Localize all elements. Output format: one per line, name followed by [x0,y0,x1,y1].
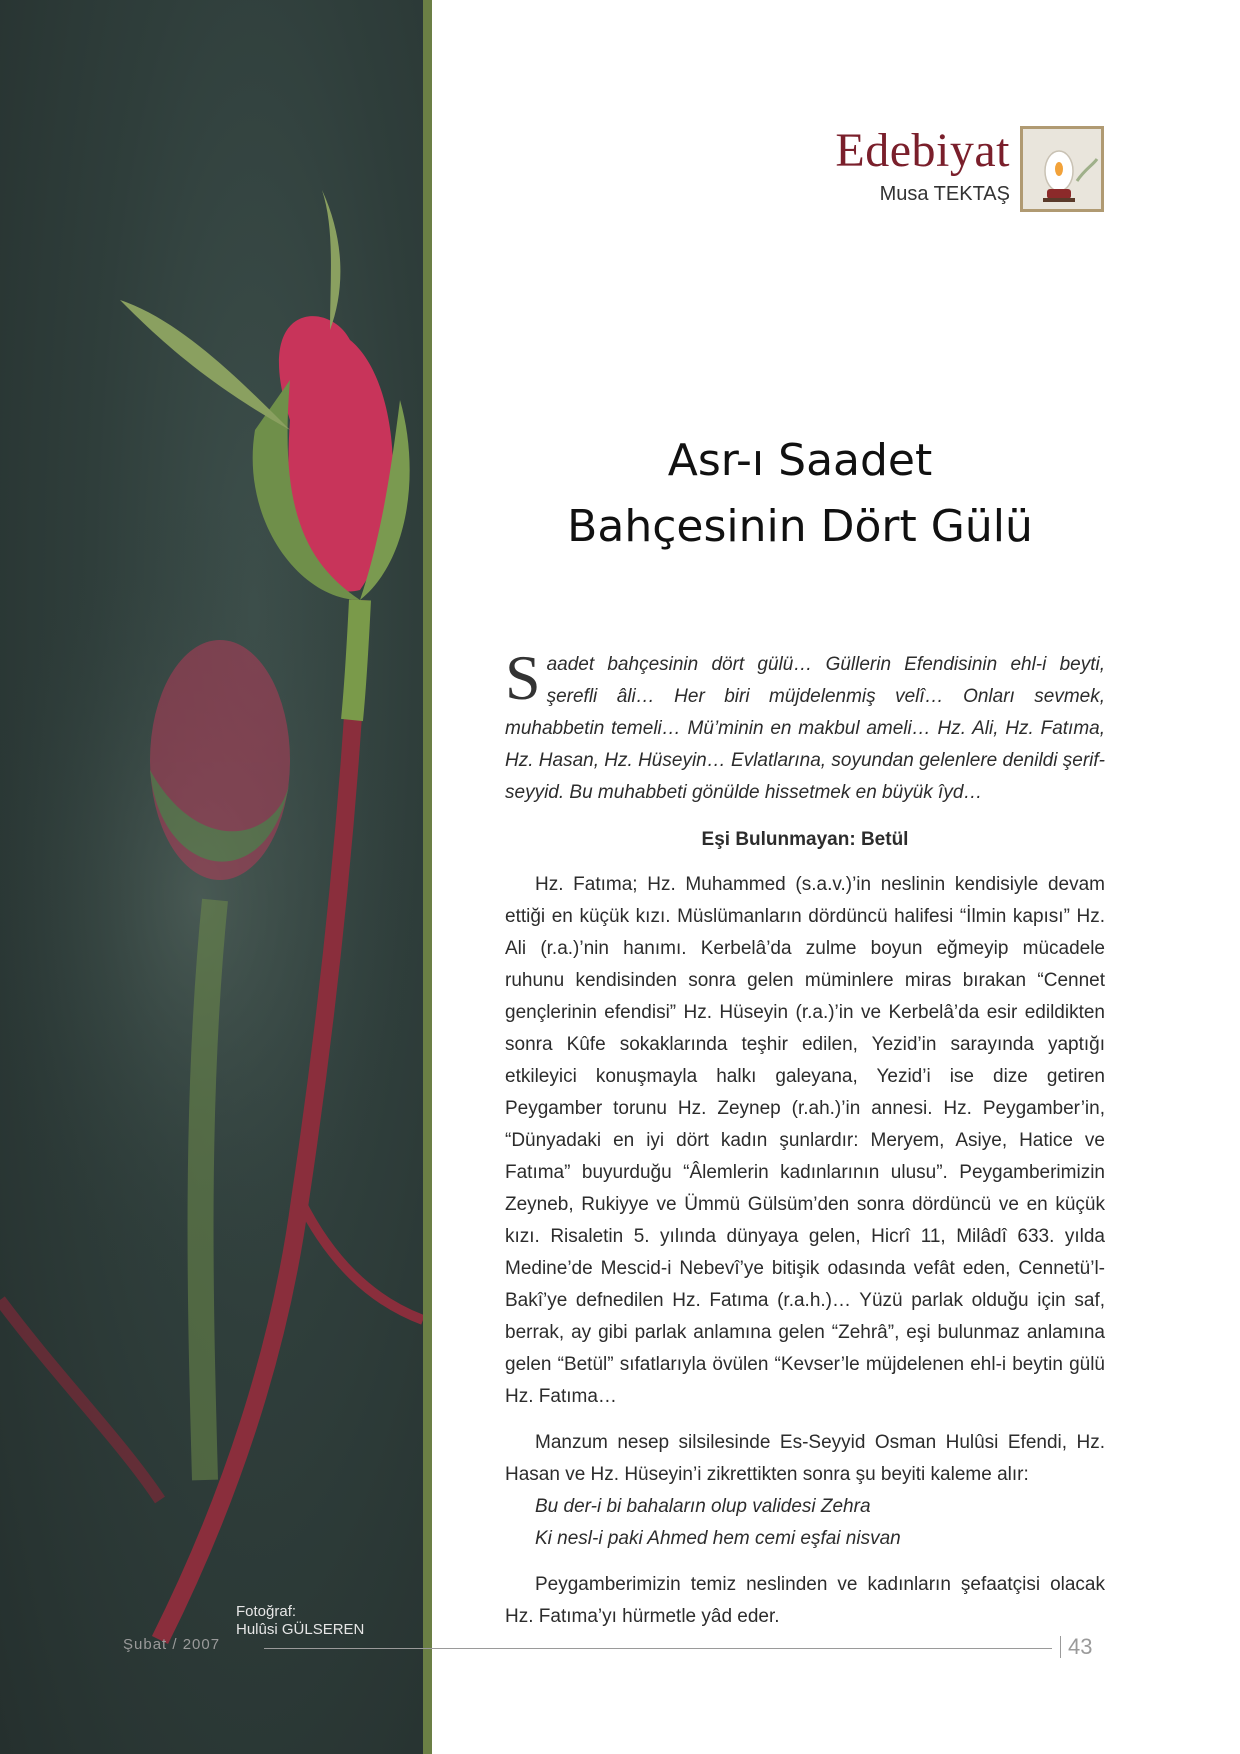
issue-date: Şubat / 2007 [123,1636,221,1653]
paragraph-2: Manzum nesep silsilesinde Es-Seyyid Osman Hulûsi Efendi, Hz. Hasan ve Hz. Hüseyin’i zikrettikten sonra şu beyiti kaleme alır: [505,1432,1105,1485]
oil-lamp-icon [1020,126,1104,212]
vertical-green-rule [423,0,432,1754]
drop-cap: S [505,642,541,713]
footer-tick [1060,1636,1061,1658]
lead-paragraph [505,642,1105,809]
photo-credit-name: Hulûsi GÜLSEREN [236,1621,365,1638]
paragraph-3: Peygamberimizin temiz neslinden ve kadınların şefaatçisi olacak Hz. Fatıma’yı hürmetle yâd eder. [505,1574,1105,1627]
rose-illustration [0,0,423,1754]
lead-text: aadet bahçesinin dört gülü… Güllerin Efendisinin ehl-i beyti, şerefli âli… Her biri müjdelenmiş velî… Onları sevmek, muhabbetin temeli… Mü’minin en makbul ameli… Hz. Ali, Hz. Fatıma, Hz. Hasan, Hz. Hüseyin… Evlatlarına, soyundan gelenlere denildi şerif-seyyid. Bu muhabbeti gönülde hissetmek en büyük îyd… [505,654,1105,803]
photo-credit [236,1603,364,1639]
rose-photo [0,0,423,1754]
page-number: 43 [1068,1634,1093,1659]
article-title [470,428,1130,560]
article-body [505,642,1105,1633]
article-title-line-2: Bahçesinin Dört Gülü [567,501,1033,552]
photo-credit-label: Fotoğraf: [236,1603,297,1620]
author-name: Musa TEKTAŞ [879,183,1010,205]
verse-line-1: Bu der-i bi bahaların olup validesi Zehra [535,1496,871,1517]
paragraph-1: Hz. Fatıma; Hz. Muhammed (s.a.v.)’in neslinin kendisiyle devam ettiği en küçük kızı. Müslümanların dördüncü halifesi “İlmin kapısı” Hz. Ali (r.a.)’nin hanımı. Kerbelâ’da zulme boyun eğmeyip mücadele ruhunu kendisinden sonra gelen müminlere miras bırakan “Cennet gençlerinin efendisi” Hz. Hüseyin (r.a.)’in ve Kerbelâ’da esir edildikten sonra Kûfe sokaklarında teşhir edilen, Yezid’in sarayında yaptığı etkileyici konuşmayla halkı galeyana, Yezid’i ise dize getiren Peygamber torunu Hz. Zeynep (r.ah.)’in annesi. Hz. Peygamber’in, “Dünyadaki en iyi dört kadın şunlardır: Meryem, Asiye, Hatice ve Fatıma” buyurduğu “Âlemlerin kadınlarının ulusu”. Peygamberimizin Zeyneb, Rukiyye ve Ümmü Gülsüm’den sonra dördüncü ve en küçük kızı. Risaletin 5. yılında dünyaya gelen, Hicrî 11, Milâdî 633. yılda Medine’de Mescid-i Nebevî’ye bitişik odasında vefât eden, Cennetü’l-Bakî’ye defnedilen Hz. Fatıma (r.a.h.)… Yüzü parlak olduğu için saf, berrak, ay gibi parlak anlamına gelen “Zehrâ”, eşi bulunmaz anlamına gelen “Betül” sıfatlarıyla övülen “Kevser’le müjdelenen ehl-i beytin gülü Hz. Fatıma… [505,874,1105,1407]
section-title: Edebiyat [835,124,1010,177]
subheading: Eşi Bulunmayan: Betül [701,829,909,850]
verse-line-2: Ki nesl-i paki Ahmed hem cemi eşfai nisvan [535,1528,901,1549]
article-title-line-1: Asr-ı Saadet [667,435,933,486]
footer-rule [264,1648,1052,1649]
